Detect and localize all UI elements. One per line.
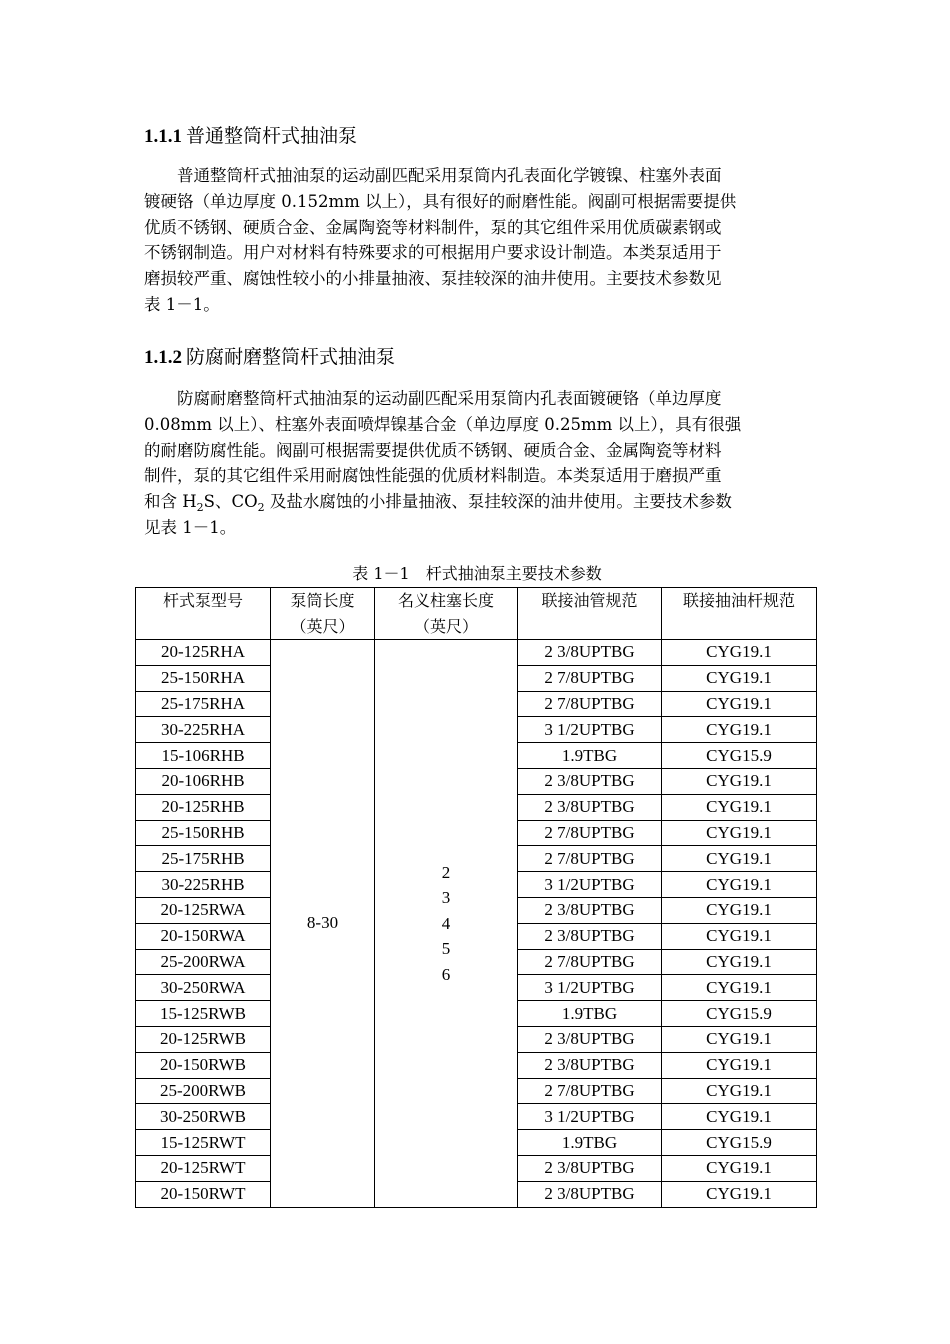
table-caption: 表 1－1 杆式抽油泵主要技术参数: [352, 564, 602, 583]
cell-rod: CYG19.1: [662, 1104, 817, 1130]
cell-tubing: 1.9TBG: [518, 1130, 662, 1156]
text-part: 和含 H: [144, 492, 197, 512]
cell-tubing: 2 3/8UPTBG: [518, 1181, 662, 1207]
cell-tubing: 2 3/8UPTBG: [518, 1052, 662, 1078]
cell-tubing: 2 3/8UPTBG: [518, 640, 662, 666]
cell-tubing: 1.9TBG: [518, 1001, 662, 1027]
cell-rod: CYG19.1: [662, 1181, 817, 1207]
header-barrel-length: [271, 588, 375, 640]
section-paragraph-1-1-1: [144, 163, 808, 318]
cell-tubing: 2 7/8UPTBG: [518, 665, 662, 691]
cell-rod: CYG19.1: [662, 923, 817, 949]
cell-model: 20-125RHA: [136, 640, 271, 666]
cell-rod: CYG19.1: [662, 1026, 817, 1052]
cell-model: 20-106RHB: [136, 768, 271, 794]
paragraph-line-with-formulas: [144, 489, 808, 515]
cell-barrel-length: 8-30: [271, 640, 375, 1208]
table-body: [136, 640, 817, 1208]
cell-tubing: 2 3/8UPTBG: [518, 768, 662, 794]
cell-tubing: 2 3/8UPTBG: [518, 897, 662, 923]
plunger-length-value: 3: [441, 888, 451, 908]
paragraph-line: 见表 1－1。: [144, 517, 237, 537]
paragraph-line: 优质不锈钢、硬质合金、金属陶瓷等材料制件，泵的其它组件采用优质碳素钢或: [144, 217, 722, 237]
header-plunger-length: [375, 588, 518, 640]
paragraph-line: 镀硬铬（单边厚度 0.152mm 以上），具有很好的耐磨性能。阀副可根据需要提供: [144, 191, 737, 211]
cell-model: 15-125RWB: [136, 1001, 271, 1027]
plunger-length-value: 6: [441, 964, 451, 984]
cell-rod: CYG19.1: [662, 1155, 817, 1181]
cell-rod: CYG19.1: [662, 768, 817, 794]
paragraph-line: 制件，泵的其它组件采用耐腐蚀性能强的优质材料制造。本类泵适用于磨损严重: [144, 466, 722, 486]
cell-model: 15-106RHB: [136, 743, 271, 769]
cell-model: 25-175RHB: [136, 846, 271, 872]
cell-rod: CYG19.1: [662, 949, 817, 975]
section-heading-1-1-1: [144, 124, 357, 149]
header-model: 杆式泵型号: [136, 588, 271, 640]
text-part: S、CO: [203, 492, 258, 512]
cell-rod: CYG15.9: [662, 1001, 817, 1027]
header-line: 泵筒长度: [290, 591, 355, 610]
cell-rod: CYG19.1: [662, 665, 817, 691]
cell-tubing: 2 7/8UPTBG: [518, 820, 662, 846]
plunger-length-value: 5: [441, 939, 451, 959]
cell-rod: CYG19.1: [662, 846, 817, 872]
cell-rod: CYG19.1: [662, 1078, 817, 1104]
cell-tubing: 2 7/8UPTBG: [518, 949, 662, 975]
cell-model: 20-125RWT: [136, 1155, 271, 1181]
cell-rod: CYG19.1: [662, 640, 817, 666]
header-rod: 联接抽油杆规范: [662, 588, 817, 640]
cell-model: 25-150RHB: [136, 820, 271, 846]
text-part: 及盐水腐蚀的小排量抽液、泵挂较深的油井使用。主要技术参数: [264, 492, 732, 512]
cell-rod: CYG19.1: [662, 975, 817, 1001]
cell-rod: CYG15.9: [662, 1130, 817, 1156]
cell-tubing: 3 1/2UPTBG: [518, 975, 662, 1001]
cell-tubing: 2 7/8UPTBG: [518, 846, 662, 872]
paragraph-line: 0.08mm 以上）、柱塞外表面喷焊镍基合金（单边厚度 0.25mm 以上），具有很强: [144, 414, 742, 434]
cell-tubing: 2 3/8UPTBG: [518, 794, 662, 820]
cell-model: 25-200RWA: [136, 949, 271, 975]
header-tubing: 联接油管规范: [518, 588, 662, 640]
cell-model: 25-200RWB: [136, 1078, 271, 1104]
cell-rod: CYG19.1: [662, 820, 817, 846]
spec-table: [135, 587, 817, 1208]
cell-model: 30-250RWB: [136, 1104, 271, 1130]
paragraph-line: 防腐耐磨整筒杆式抽油泵的运动副匹配采用泵筒内孔表面镀硬铬（单边厚度: [177, 389, 722, 408]
paragraph-line: 磨损较严重、腐蚀性较小的小排量抽液、泵挂较深的油井使用。主要技术参数见: [144, 269, 722, 289]
header-line: （英尺）: [413, 616, 478, 636]
header-line: 名义柱塞长度: [397, 591, 494, 610]
cell-model: 15-125RWT: [136, 1130, 271, 1156]
subscript: 2: [196, 501, 204, 515]
subscript: 2: [257, 501, 265, 515]
cell-tubing: 2 3/8UPTBG: [518, 923, 662, 949]
cell-rod: CYG15.9: [662, 743, 817, 769]
paragraph-line: 表 1－1。: [144, 294, 220, 314]
cell-tubing: 2 3/8UPTBG: [518, 1155, 662, 1181]
cell-model: 20-125RWB: [136, 1026, 271, 1052]
section-title: 普通整筒杆式抽油泵: [186, 125, 358, 147]
cell-model: 20-150RWT: [136, 1181, 271, 1207]
cell-tubing: 2 7/8UPTBG: [518, 1078, 662, 1104]
cell-tubing: 3 1/2UPTBG: [518, 1104, 662, 1130]
plunger-length-value: 4: [441, 913, 451, 933]
cell-plunger-length: [375, 640, 518, 1208]
paragraph-line: 普通整筒杆式抽油泵的运动副匹配采用泵筒内孔表面化学镀镍、柱塞外表面: [177, 166, 722, 185]
cell-rod: CYG19.1: [662, 897, 817, 923]
cell-tubing: 1.9TBG: [518, 743, 662, 769]
section-paragraph-1-1-2: [144, 386, 808, 541]
header-line: （英尺）: [290, 616, 355, 636]
cell-rod: CYG19.1: [662, 1052, 817, 1078]
table-row: [136, 640, 817, 666]
cell-rod: CYG19.1: [662, 691, 817, 717]
cell-model: 20-150RWB: [136, 1052, 271, 1078]
cell-rod: CYG19.1: [662, 872, 817, 898]
section-number: 1.1.1: [144, 126, 182, 147]
cell-rod: CYG19.1: [662, 717, 817, 743]
section-title: 防腐耐磨整筒杆式抽油泵: [186, 346, 396, 368]
paragraph-line: 不锈钢制造。用户对材料有特殊要求的可根据用户要求设计制造。本类泵适用于: [144, 243, 722, 263]
cell-model: 25-175RHA: [136, 691, 271, 717]
cell-model: 25-150RHA: [136, 665, 271, 691]
section-number: 1.1.2: [144, 347, 182, 368]
cell-tubing: 2 3/8UPTBG: [518, 1026, 662, 1052]
cell-tubing: 3 1/2UPTBG: [518, 872, 662, 898]
plunger-length-value: 2: [441, 862, 451, 882]
cell-tubing: 2 7/8UPTBG: [518, 691, 662, 717]
cell-model: 30-250RWA: [136, 975, 271, 1001]
cell-model: 20-150RWA: [136, 923, 271, 949]
cell-model: 30-225RHA: [136, 717, 271, 743]
cell-rod: CYG19.1: [662, 794, 817, 820]
cell-model: 30-225RHB: [136, 872, 271, 898]
cell-model: 20-125RHB: [136, 794, 271, 820]
section-heading-1-1-2: [144, 345, 395, 370]
paragraph-line: 的耐磨防腐性能。阀副可根据需要提供优质不锈钢、硬质合金、金属陶瓷等材料: [144, 440, 722, 460]
cell-tubing: 3 1/2UPTBG: [518, 717, 662, 743]
table-header-row: [136, 588, 817, 640]
cell-model: 20-125RWA: [136, 897, 271, 923]
